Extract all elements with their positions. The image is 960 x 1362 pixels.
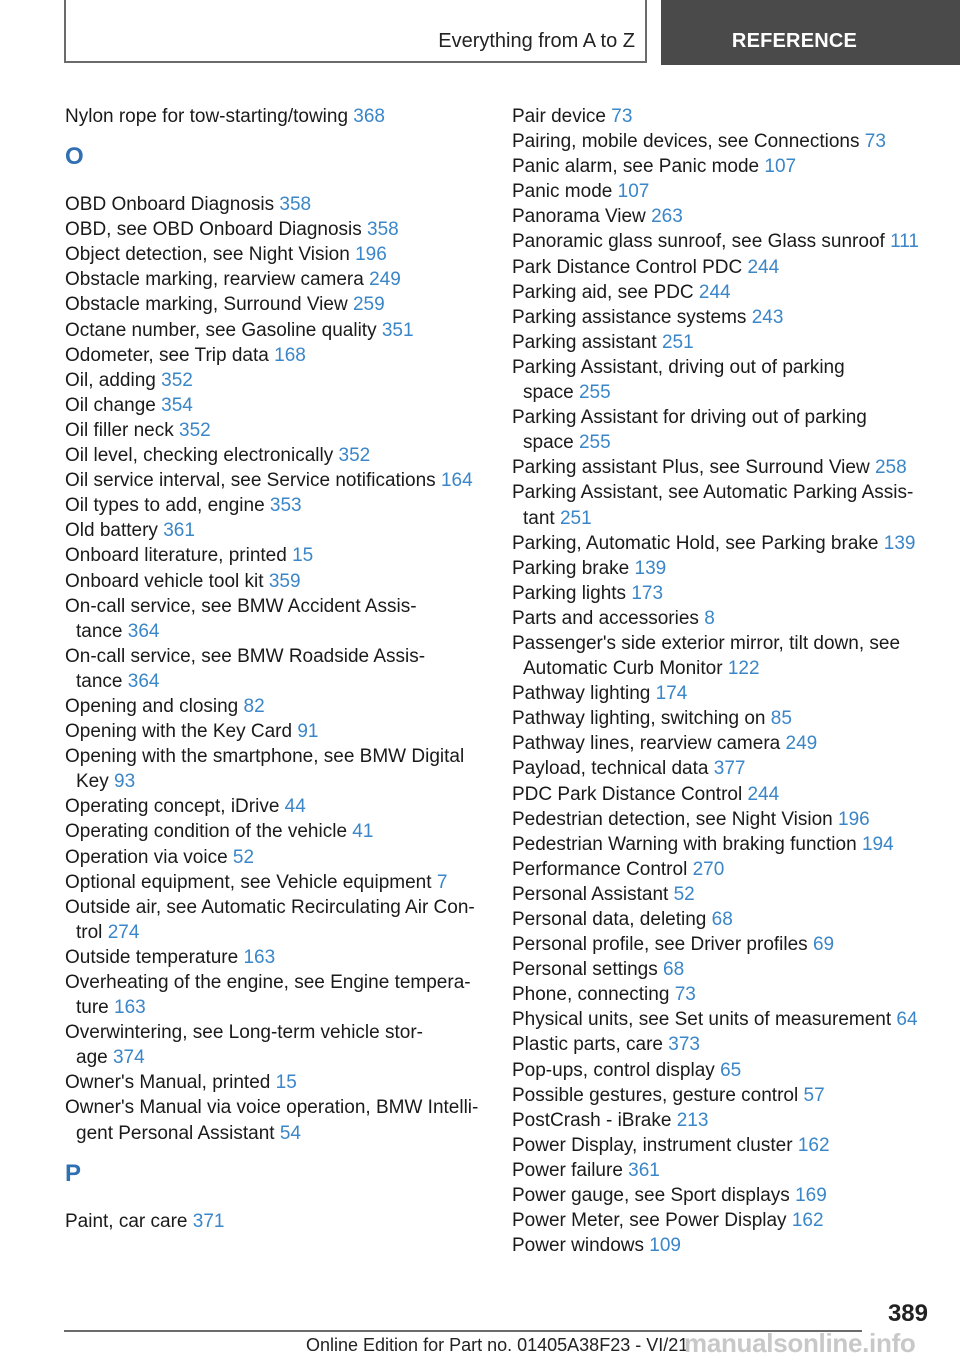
- index-page-link[interactable]: 169: [795, 1185, 827, 1207]
- index-page-link[interactable]: 361: [163, 520, 195, 542]
- index-entry: [512, 129, 932, 154]
- index-entry-term: Overheating of the engine, see Engine tempera- ture: [65, 972, 471, 1019]
- index-entry: [65, 744, 485, 794]
- index-entry: [65, 104, 485, 129]
- index-page-link[interactable]: 174: [655, 683, 688, 705]
- index-page-link[interactable]: 73: [674, 984, 696, 1006]
- index-page-link[interactable]: 15: [275, 1072, 297, 1094]
- index-page-link[interactable]: 68: [711, 909, 733, 930]
- index-entry: [65, 719, 485, 744]
- index-entry-term: Operating condition of the vehicle: [65, 821, 353, 843]
- index-entry: [512, 1083, 932, 1108]
- index-entry: [65, 845, 485, 870]
- index-entry: [512, 255, 932, 280]
- index-entry: [512, 731, 932, 756]
- index-entry: [512, 1208, 932, 1233]
- index-entry-term: Pop-ups, control display: [512, 1059, 721, 1081]
- index-entry: [512, 1007, 932, 1032]
- index-entry: [65, 1095, 485, 1145]
- index-entry: [512, 104, 932, 129]
- index-page-link[interactable]: 73: [864, 131, 886, 153]
- index-page-link[interactable]: 258: [874, 457, 907, 479]
- index-page-link[interactable]: 251: [661, 331, 694, 353]
- index-page-link[interactable]: 244: [747, 783, 780, 805]
- index-entry-term: Oil filler neck: [65, 419, 180, 441]
- index-entry: [65, 518, 485, 543]
- index-entry-term: Outside temperature: [65, 946, 244, 968]
- index-page-link[interactable]: 259: [352, 294, 385, 316]
- index-entry: [65, 594, 485, 644]
- index-entry-term: Parking, Automatic Hold, see Parking brake: [512, 532, 884, 554]
- index-entry-term: Parking aid, see PDC: [512, 281, 699, 303]
- index-page-link[interactable]: 255: [578, 432, 611, 454]
- index-page-link[interactable]: 139: [634, 557, 667, 579]
- index-entry: [512, 756, 932, 781]
- index-entry: [512, 1032, 932, 1057]
- index-entry: [65, 468, 485, 493]
- index-entry: [512, 807, 932, 832]
- index-entry: [512, 1183, 932, 1208]
- index-entry-term: Panoramic glass sunroof, see Glass sunroof: [512, 231, 891, 253]
- index-page-link[interactable]: 270: [692, 858, 725, 880]
- index-page-link[interactable]: 68: [663, 959, 685, 981]
- index-page-link[interactable]: 354: [161, 394, 193, 416]
- index-entry-term: Parking lights: [512, 582, 632, 604]
- index-letter-heading: P: [65, 1159, 82, 1187]
- index-entry-term: Oil change: [65, 394, 162, 416]
- index-entry: [65, 870, 485, 895]
- index-entry: [512, 581, 932, 606]
- index-page-link[interactable]: 57: [803, 1084, 825, 1106]
- index-entry-term: Park Distance Control PDC: [512, 256, 748, 278]
- index-entry: [65, 418, 485, 443]
- index-page-link[interactable]: 7: [436, 871, 448, 893]
- index-entry-term: Personal profile, see Driver profiles: [512, 934, 813, 956]
- index-entry-term: Parking Assistant, driving out of parking space: [512, 356, 845, 404]
- index-entry-term: Payload, technical data: [512, 758, 714, 780]
- index-entry: [512, 882, 932, 907]
- header-chapter-title: REFERENCE: [731, 30, 858, 52]
- index-entry: [512, 932, 932, 957]
- index-page-link[interactable]: 122: [727, 658, 760, 680]
- footer-edition: Online Edition for Part no. 01405A38F23 - VI/21: [306, 1335, 689, 1355]
- index-page-link[interactable]: 52: [673, 883, 695, 905]
- page-number: 389: [887, 1300, 928, 1327]
- index-entry-term: PDC Park Distance Control: [512, 783, 748, 805]
- index-page-link[interactable]: 358: [367, 219, 399, 241]
- index-page-link[interactable]: 374: [112, 1047, 145, 1069]
- index-entry-term: Onboard vehicle tool kit: [65, 570, 269, 592]
- index-entry: [65, 945, 485, 970]
- index-entry: [65, 794, 485, 819]
- index-page-link[interactable]: 243: [751, 306, 784, 328]
- index-entry-term: Oil types to add, engine: [65, 495, 270, 517]
- index-entry: [65, 644, 485, 694]
- index-entry-term: Pedestrian Warning with braking function: [512, 833, 862, 855]
- index-entry-term: Odometer, see Trip data: [65, 344, 275, 366]
- index-entry-term: Opening with the smartphone, see BMW Digital Key: [65, 746, 465, 793]
- index-entry-term: Panorama View: [512, 206, 652, 228]
- index-page-link[interactable]: 8: [704, 607, 715, 629]
- index-entry-term: Opening and closing: [65, 695, 244, 717]
- index-page-link[interactable]: 107: [617, 181, 650, 203]
- index-page-link[interactable]: 373: [668, 1034, 700, 1056]
- index-entry-term: Obstacle marking, Surround View: [65, 294, 353, 316]
- index-entry-term: PostCrash - iBrake: [512, 1109, 677, 1131]
- index-page-link[interactable]: 41: [352, 821, 374, 843]
- index-page-link[interactable]: 111: [890, 231, 919, 253]
- index-entry-term: Power Display, instrument cluster: [512, 1134, 798, 1156]
- index-page-link[interactable]: 244: [747, 256, 780, 278]
- index-entry: [512, 1158, 932, 1183]
- index-page-link[interactable]: 69: [812, 934, 835, 956]
- index-page-link[interactable]: 194: [861, 833, 894, 855]
- index-page-link[interactable]: 85: [770, 708, 792, 730]
- index-entry: [65, 368, 485, 393]
- index-entry-term: OBD Onboard Diagnosis: [65, 194, 280, 216]
- index-entry-term: Plastic parts, care: [512, 1034, 669, 1056]
- index-page-link[interactable]: 352: [338, 445, 371, 467]
- index-page-link[interactable]: 274: [107, 921, 140, 943]
- index-entry: [65, 493, 485, 518]
- index-entry: [65, 543, 485, 568]
- index-entry: [512, 531, 932, 556]
- index-entry: [512, 480, 932, 530]
- index-entry: [512, 631, 932, 681]
- index-entry: [512, 1108, 932, 1133]
- index-entry-term: Oil service interval, see Service notifications: [65, 470, 441, 492]
- index-entry-term: Power Meter, see Power Display: [512, 1210, 792, 1232]
- header-section-title: Everything from A to Z: [438, 30, 635, 52]
- index-entry-term: Pathway lines, rearview camera: [512, 733, 786, 755]
- index-page-link[interactable]: 163: [243, 946, 276, 968]
- index-entry: [512, 229, 932, 254]
- index-entry-term: On-call service, see BMW Accident Assis- tance: [65, 595, 417, 642]
- index-entry: [65, 242, 485, 267]
- index-entry-term: Onboard literature, printed: [65, 545, 293, 567]
- index-page-link[interactable]: 361: [628, 1159, 660, 1181]
- index-page-link[interactable]: 359: [268, 570, 301, 592]
- index-page-link[interactable]: 364: [127, 620, 160, 642]
- index-entry-term: Operating concept, iDrive: [65, 796, 285, 818]
- header-chapter-tab: [661, 0, 960, 65]
- index-entry-term: Panic alarm, see Panic mode: [512, 156, 765, 178]
- index-page-link[interactable]: 377: [713, 758, 746, 780]
- index-entry: [65, 292, 485, 317]
- index-entry-term: Overwintering, see Long-term vehicle stor- age: [65, 1022, 423, 1069]
- index-page-link[interactable]: 15: [292, 545, 314, 567]
- index-entry: [512, 204, 932, 229]
- index-entry-term: Power failure: [512, 1159, 629, 1181]
- index-entry: [512, 957, 932, 982]
- index-page-link[interactable]: 162: [791, 1210, 824, 1232]
- index-page-link[interactable]: 168: [274, 344, 306, 366]
- index-entry-term: Parking assistant Plus, see Surround View: [512, 457, 875, 479]
- index-entry-term: Power windows: [512, 1235, 650, 1257]
- index-entry: [65, 1070, 485, 1095]
- index-entry-term: Phone, connecting: [512, 984, 675, 1006]
- index-page-link[interactable]: 244: [698, 281, 731, 303]
- index-page-link[interactable]: 251: [559, 507, 592, 529]
- index-entry: [512, 706, 932, 731]
- index-letter-heading: O: [65, 143, 84, 171]
- index-entry: [512, 330, 932, 355]
- index-entry-term: Oil level, checking electronically: [65, 445, 339, 467]
- index-entry: [512, 1058, 932, 1083]
- index-page-link[interactable]: 173: [631, 582, 664, 604]
- index-entry-term: Pair device: [512, 106, 612, 127]
- index-page-link[interactable]: 263: [651, 206, 683, 228]
- index-entry-term: Panic mode: [512, 181, 618, 203]
- index-entry: [512, 782, 932, 807]
- index-page-link[interactable]: 65: [720, 1059, 742, 1081]
- index-entry: [512, 455, 932, 480]
- index-entry: [512, 154, 932, 179]
- index-entry: [512, 305, 932, 330]
- index-page-link[interactable]: 44: [284, 796, 306, 818]
- index-page-link[interactable]: 196: [838, 808, 870, 830]
- index-entry-term: Personal data, deleting: [512, 909, 712, 930]
- index-entry-term: Opening with the Key Card: [65, 721, 298, 743]
- index-entry: [65, 895, 485, 945]
- index-entry-term: Personal settings: [512, 959, 664, 981]
- index-entry-term: Owner's Manual, printed: [65, 1072, 276, 1094]
- index-page-link[interactable]: 351: [381, 319, 414, 341]
- index-entry: [512, 1233, 932, 1258]
- index-entry-term: Owner's Manual via voice operation, BMW Intelli- gent Personal Assistant: [65, 1097, 479, 1144]
- index-entry-term: Object detection, see Night Vision: [65, 244, 356, 266]
- index-entry: [65, 192, 485, 217]
- index-page-link[interactable]: 249: [785, 733, 818, 755]
- index-entry-term: Outside air, see Automatic Recirculating Air Con- trol: [65, 896, 475, 943]
- index-entry-term: Obstacle marking, rearview camera: [65, 269, 370, 291]
- index-entry: [65, 443, 485, 468]
- index-entry: [512, 606, 932, 631]
- index-entry: [512, 355, 932, 405]
- index-page-link[interactable]: 139: [883, 532, 916, 554]
- index-entry: [512, 857, 932, 882]
- index-page-link[interactable]: 82: [243, 695, 265, 717]
- index-page-link[interactable]: 353: [269, 495, 302, 517]
- index-entry: [512, 1133, 932, 1158]
- index-entry: [512, 556, 932, 581]
- index-entry-term: Physical units, see Set units of measurement: [512, 1009, 897, 1031]
- index-entry-term: Optional equipment, see Vehicle equipment: [65, 871, 437, 893]
- index-entry-term: Parking assistant: [512, 331, 662, 353]
- index-entry-term: Performance Control: [512, 858, 693, 880]
- index-entry: [65, 393, 485, 418]
- index-entry-term: Parts and accessories: [512, 607, 705, 629]
- index-page-link[interactable]: 107: [764, 156, 797, 178]
- index-entry: [65, 1209, 485, 1234]
- index-entry-term: On-call service, see BMW Roadside Assis- tance: [65, 645, 426, 692]
- index-page-link[interactable]: 364: [127, 670, 160, 692]
- index-page-link[interactable]: 368: [353, 106, 385, 127]
- index-page-link[interactable]: 73: [611, 106, 633, 127]
- index-entry: [512, 907, 932, 932]
- index-entry: [512, 280, 932, 305]
- index-entry: [65, 318, 485, 343]
- index-page-link[interactable]: 255: [578, 382, 611, 404]
- index-page-link[interactable]: 371: [192, 1210, 225, 1232]
- index-entry: [512, 405, 932, 455]
- index-entry-term: Pathway lighting, switching on: [512, 708, 771, 730]
- index-entry-term: Parking Assistant for driving out of parking space: [512, 407, 867, 454]
- index-entry-term: Oil, adding: [65, 369, 162, 391]
- index-page-link[interactable]: 164: [440, 470, 473, 492]
- index-page-link[interactable]: 213: [676, 1109, 709, 1131]
- index-entry: [65, 970, 485, 1020]
- index-entry-term: Personal Assistant: [512, 883, 674, 905]
- index-entry-term: Octane number, see Gasoline quality: [65, 319, 382, 341]
- index-entry: [512, 982, 932, 1007]
- footer-watermark: manualsonline.info: [684, 1328, 916, 1358]
- index-page-link[interactable]: 358: [279, 194, 312, 216]
- index-page-link[interactable]: 109: [649, 1235, 681, 1257]
- index-page-link[interactable]: 352: [161, 369, 193, 391]
- index-entry-term: Operation via voice: [65, 846, 233, 868]
- index-page-link[interactable]: 93: [114, 771, 136, 793]
- index-entry: [65, 1020, 485, 1070]
- index-page-link[interactable]: 163: [114, 997, 146, 1019]
- index-page-link[interactable]: 196: [355, 244, 387, 266]
- index-entry: [512, 832, 932, 857]
- index-entry: [65, 343, 485, 368]
- index-entry-term: Pedestrian detection, see Night Vision: [512, 808, 839, 830]
- index-entry-term: Parking Assistant, see Automatic Parking Assis- tant: [512, 482, 914, 529]
- index-entry-term: Parking brake: [512, 557, 635, 579]
- index-page-link[interactable]: 162: [797, 1134, 830, 1156]
- index-page-link[interactable]: 52: [232, 846, 255, 868]
- index-entry: [65, 217, 485, 242]
- index-entry-term: Paint, car care: [65, 1210, 193, 1232]
- index-page-link[interactable]: 54: [279, 1122, 301, 1144]
- index-entry-term: Power gauge, see Sport displays: [512, 1185, 796, 1207]
- index-entry: [512, 681, 932, 706]
- index-entry-term: Parking assistance systems: [512, 306, 752, 328]
- index-entry: [65, 694, 485, 719]
- index-entry: [65, 819, 485, 844]
- index-entry: [65, 267, 485, 292]
- index-page-link[interactable]: 352: [179, 419, 211, 441]
- index-entry-term: OBD, see OBD Onboard Diagnosis: [65, 219, 368, 241]
- index-entry-term: Pathway lighting: [512, 683, 656, 705]
- index-column-right: [512, 104, 932, 1258]
- index-entry: [65, 569, 485, 594]
- index-column-left: [65, 104, 485, 1234]
- index-entry-term: Nylon rope for tow-starting/towing: [65, 106, 354, 127]
- index-page-link[interactable]: 249: [369, 269, 401, 291]
- index-page-link[interactable]: 91: [297, 721, 319, 743]
- index-page-link[interactable]: 64: [896, 1009, 918, 1031]
- header-section-box: [64, 0, 647, 63]
- index-entry-term: Pairing, mobile devices, see Connections: [512, 131, 865, 153]
- index-entry-term: Passenger's side exterior mirror, tilt down, see Automatic Curb Monitor: [512, 632, 901, 680]
- index-entry: [512, 179, 932, 204]
- index-entry-term: Possible gestures, gesture control: [512, 1084, 804, 1106]
- index-entry-term: Old battery: [65, 520, 164, 542]
